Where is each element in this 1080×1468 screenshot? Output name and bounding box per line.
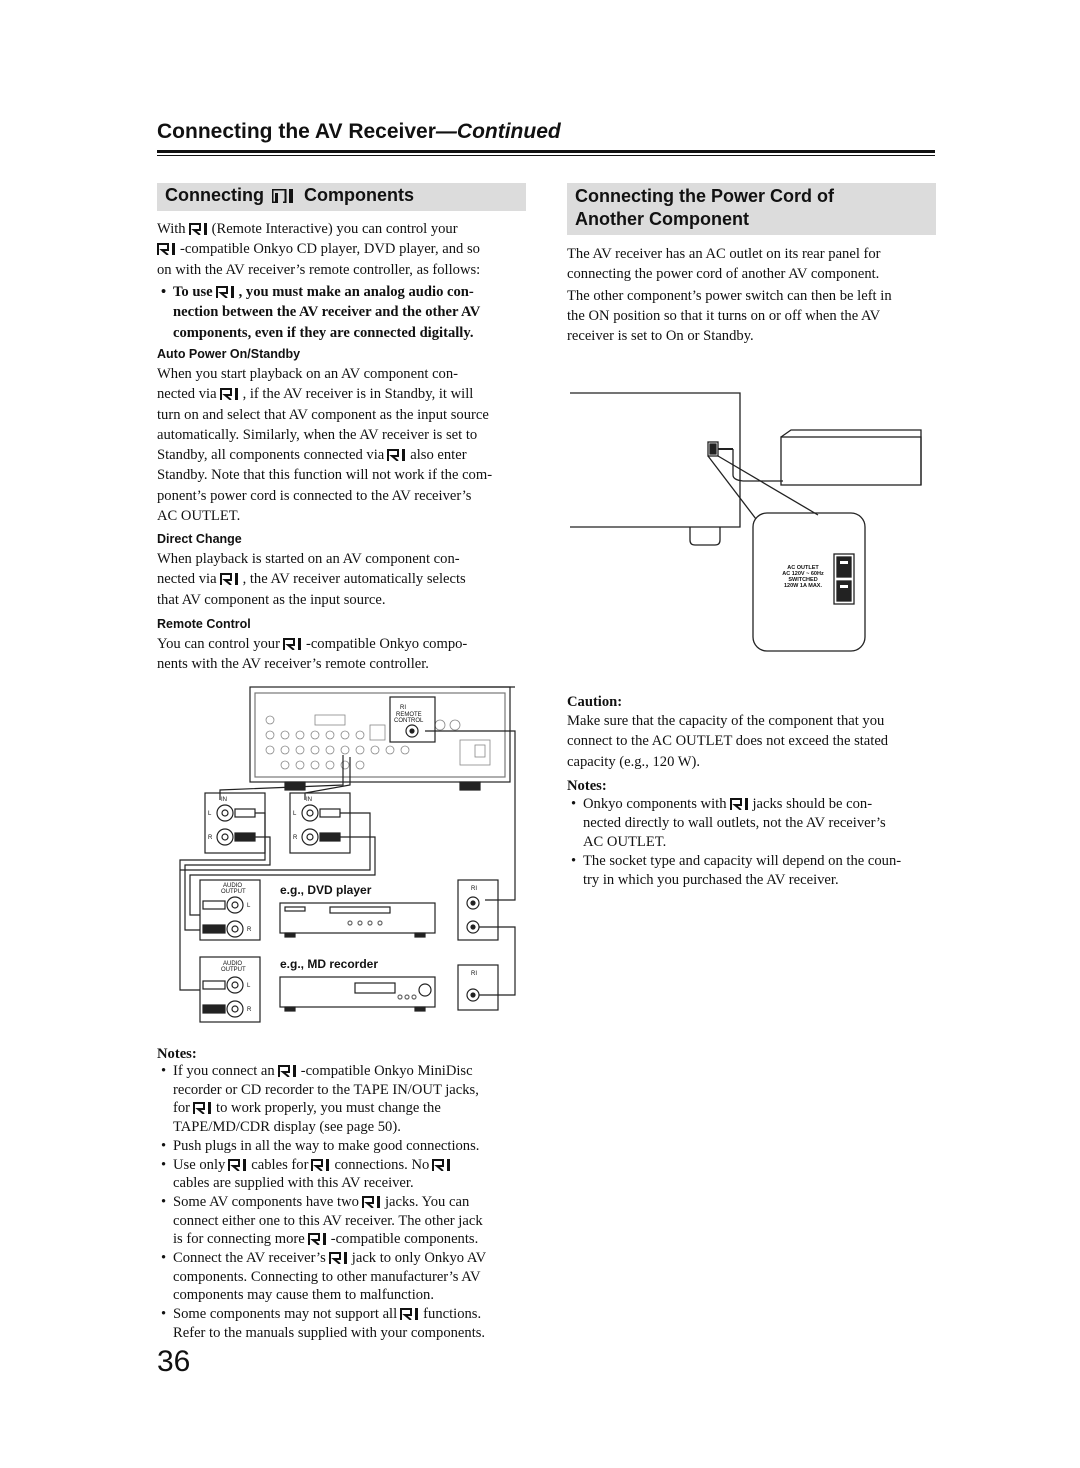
svg-text:IN: IN <box>221 797 227 803</box>
right-notes-list <box>567 795 942 890</box>
auto-power-heading: Auto Power On/Standby <box>157 347 301 361</box>
svg-text:R: R <box>293 835 298 841</box>
svg-text:IN: IN <box>306 797 312 803</box>
note-item: • Use only cables for connections. No cables are supplied with this AV receiver. <box>157 1156 532 1193</box>
page-header: Connecting the AV Receiver—Continued <box>157 120 561 143</box>
svg-text:RI: RI <box>400 705 406 711</box>
right-intro: The AV receiver has an AC outlet on its rear panel for connecting the power cord of another AV component. The other component’s power switch can then be left in the ON position so that it turns on or off when the AV receiver is set to On or Standby. <box>567 246 892 345</box>
ri-icon <box>283 638 303 650</box>
auto-power-text: When you start playback on an AV component con- nected via , if the AV receiver is in Standby, it will turn on and select that AV component as the input source automatically. Similarly, when the AV receiver is set to Standby, all components connected via also enter Standby. Note that this function will not work if the com- ponent’s power cord is connected to the AV receiver’s AC OUTLET. <box>157 366 493 525</box>
direct-change-text: When playback is started on an AV component con- nected via , the AV receiver automatically selects that AV component as the input source. <box>157 551 466 608</box>
direct-change-heading: Direct Change <box>157 532 242 546</box>
dvd-label: e.g., DVD player <box>280 883 372 897</box>
ri-icon <box>432 1159 452 1171</box>
outlet-label-2: AC 120V ~ 60Hz <box>782 571 824 577</box>
svg-text:L: L <box>293 811 297 817</box>
outlet-label-4: 120W 1A MAX. <box>783 583 823 589</box>
svg-text:AUDIO: AUDIO <box>223 883 243 889</box>
header-rule <box>157 150 935 153</box>
svg-text:L: L <box>247 903 251 909</box>
svg-text:RI: RI <box>471 886 477 892</box>
svg-text:OUTPUT: OUTPUT <box>221 889 246 895</box>
right-section-heading: Connecting the Power Cord of Another Component <box>567 183 936 235</box>
left-bullet: • To use , you must make an analog audio con- nection between the AV receiver and the other AV components, even if they are connected digitally. <box>161 284 481 341</box>
ri-icon <box>228 1159 248 1171</box>
note-item: • The socket type and capacity will depend on the coun- try in which you purchased the AV receiver. <box>567 852 942 890</box>
svg-text:R: R <box>247 1007 252 1013</box>
note-item: • Push plugs in all the way to make good connections. <box>157 1137 532 1156</box>
svg-text:OUTPUT: OUTPUT <box>221 967 246 973</box>
note-item: • Onkyo components with jacks should be con- nected directly to wall outlets, not the AV receiver’s AC OUTLET. <box>567 795 942 852</box>
power-cord-diagram <box>568 385 938 655</box>
note-item: • Some AV components have two jacks. You can connect either one to this AV receiver. The other jack is for connecting more -compatible components. <box>157 1193 532 1249</box>
ri-connection-diagram <box>175 685 525 1025</box>
note-item: • If you connect an -compatible Onkyo MiniDisc recorder or CD recorder to the TAPE IN/OUT jacks, for to work properly, you must change the TAPE/MD/CDR display (see page 50). <box>157 1062 532 1137</box>
svg-text:L: L <box>247 983 251 989</box>
ri-icon <box>189 223 209 235</box>
ri-icon <box>387 449 407 461</box>
ri-icon <box>193 1102 213 1114</box>
svg-text:R: R <box>247 927 252 933</box>
caution-heading: Caution: <box>567 694 623 710</box>
left-intro: With (Remote Interactive) you can control your -compatible Onkyo CD player, DVD player, and so on with the AV receiver’s remote controller, as follows: <box>157 221 481 278</box>
left-notes-heading: Notes: <box>157 1046 197 1062</box>
ri-icon <box>157 243 177 255</box>
svg-text:RI: RI <box>471 971 477 977</box>
ri-icon <box>311 1159 331 1171</box>
left-section-heading: Connecting Components <box>157 183 526 211</box>
remote-label-1: REMOTE <box>396 712 422 718</box>
remote-label-2: CONTROL <box>394 718 424 724</box>
svg-text:L: L <box>208 811 212 817</box>
ri-icon <box>220 388 240 400</box>
left-notes-list <box>157 1062 532 1343</box>
header-rule-thin <box>157 155 935 156</box>
right-notes-heading: Notes: <box>567 778 607 794</box>
ri-icon <box>400 1308 420 1320</box>
ri-logo-icon <box>272 189 296 203</box>
ri-icon <box>216 286 236 298</box>
ri-icon <box>308 1233 328 1245</box>
ri-icon <box>329 1252 349 1264</box>
md-label: e.g., MD recorder <box>280 957 379 971</box>
outlet-label-1: AC OUTLET <box>787 565 819 571</box>
remote-control-text: You can control your -compatible Onkyo compo- nents with the AV receiver’s remote controller. <box>157 636 468 673</box>
caution-text: Make sure that the capacity of the component that you connect to the AC OUTLET does not exceed the stated capacity (e.g., 120 W). <box>567 713 889 770</box>
note-item: • Some components may not support all functions. Refer to the manuals supplied with your components. <box>157 1305 532 1342</box>
outlet-label-3: SWITCHED <box>788 577 818 583</box>
ri-icon <box>730 798 750 810</box>
note-item: • Connect the AV receiver’s jack to only Onkyo AV components. Connecting to other manufacturer’s AV components may cause them to malfunction. <box>157 1249 532 1305</box>
svg-text:R: R <box>208 835 213 841</box>
remote-control-heading: Remote Control <box>157 617 251 631</box>
page-number: 36 <box>157 1345 191 1378</box>
ri-icon <box>278 1065 298 1077</box>
svg-text:AUDIO: AUDIO <box>223 961 243 967</box>
ri-icon <box>362 1196 382 1208</box>
ri-icon <box>220 573 240 585</box>
